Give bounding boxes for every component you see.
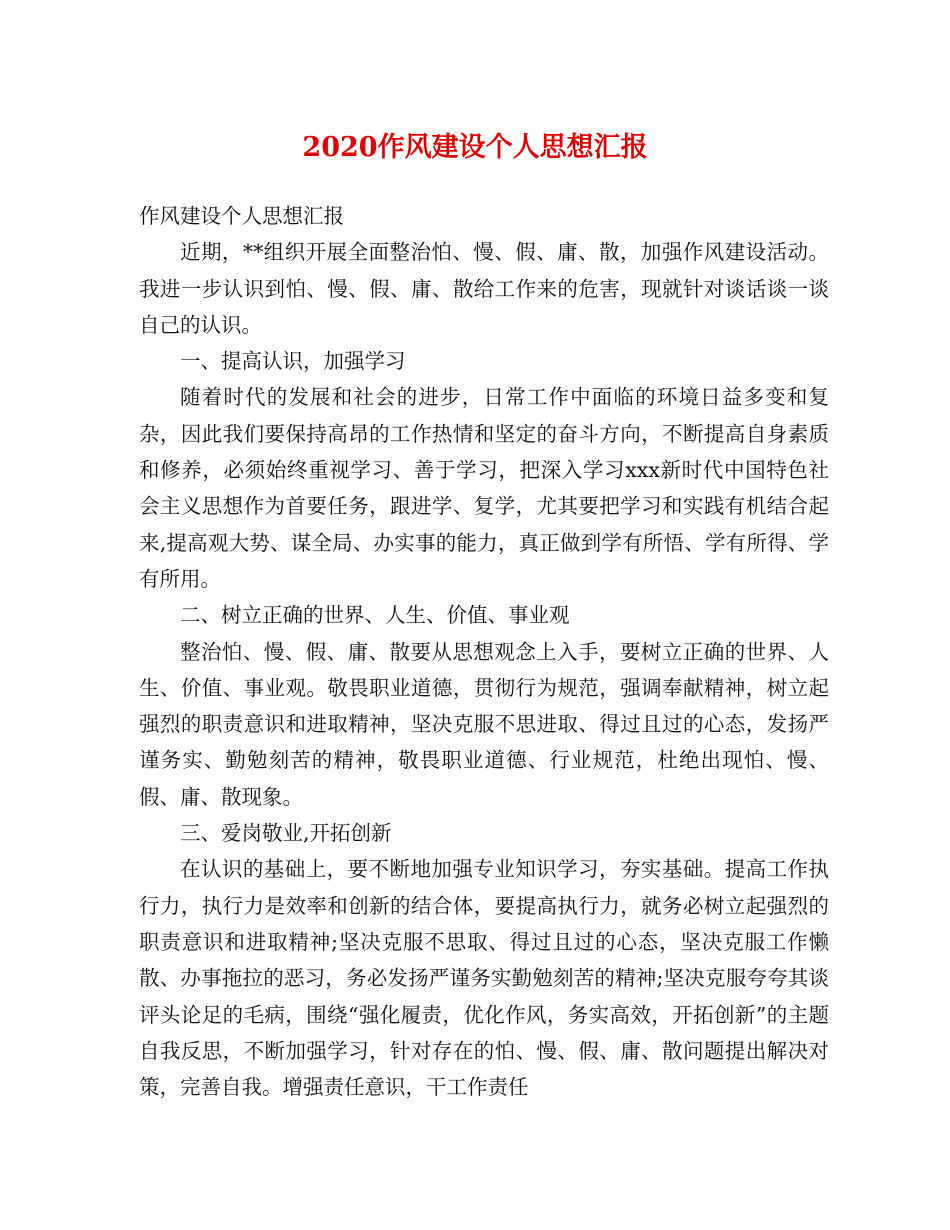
section-heading-2: 二、树立正确的世界、人生、价值、事业观 [180,603,570,628]
paragraph-section-1: 随着时代的发展和社会的进步，日常工作中面临的环境日益多变和复杂，因此我们要保持高昂的工作热情和坚定的奋斗方向，不断提高自身素质和修养，必须始终重视学习、善于学习，把深入学习xxx新时代中国特色社会主义思想作为首要任务，跟进学、复学，尤其要把学习和实践有机结合起来,提高观大势、谋全局、办实事的能力，真正做到学有所悟、学有所得、学有所用。 [139,385,829,591]
paragraph-intro: 近期，**组织开展全面整治怕、慢、假、庸、散，加强作风建设活动。我进一步认识到怕、慢、假、庸、散给工作来的危害，现就针对谈话谈一谈自己的认识。 [139,240,829,337]
document-body [139,198,829,1105]
paragraph-section-2: 整治怕、慢、假、庸、散要从思想观念上入手，要树立正确的世界、人生、价值、事业观。敬畏职业道德，贯彻行为规范，强调奉献精神，树立起强烈的职责意识和进取精神，坚决克服不思进取、得过且过的心态，发扬严谨务实、勤勉刻苦的精神，敬畏职业道德、行业规范，杜绝出现怕、慢、假、庸、散现象。 [139,639,829,809]
document-title: 2020作风建设个人思想汇报 [302,132,648,163]
section-heading-3: 三、爱岗敬业,开拓创新 [180,821,392,846]
section-heading-1: 一、提高认识，加强学习 [180,349,406,374]
paragraph-section-3: 在认识的基础上，要不断地加强专业知识学习，夯实基础。提高工作执行力，执行力是效率和创新的结合体，要提高执行力，就务必树立起强烈的职责意识和进取精神;坚决克服不思取、得过且过的心态，坚决克服工作懒散、办事拖拉的恶习，务必发扬严谨务实勤勉刻苦的精神;坚决克服夸夸其谈评头论足的毛病，围绕“强化履责，优化作风，务实高效，开拓创新”的主题自我反思，不断加强学习，针对存在的怕、慢、假、庸、散问题提出解决对策，完善自我。增强责任意识，干工作责任 [139,857,829,1100]
paragraph-heading: 作风建设个人思想汇报 [139,204,344,228]
